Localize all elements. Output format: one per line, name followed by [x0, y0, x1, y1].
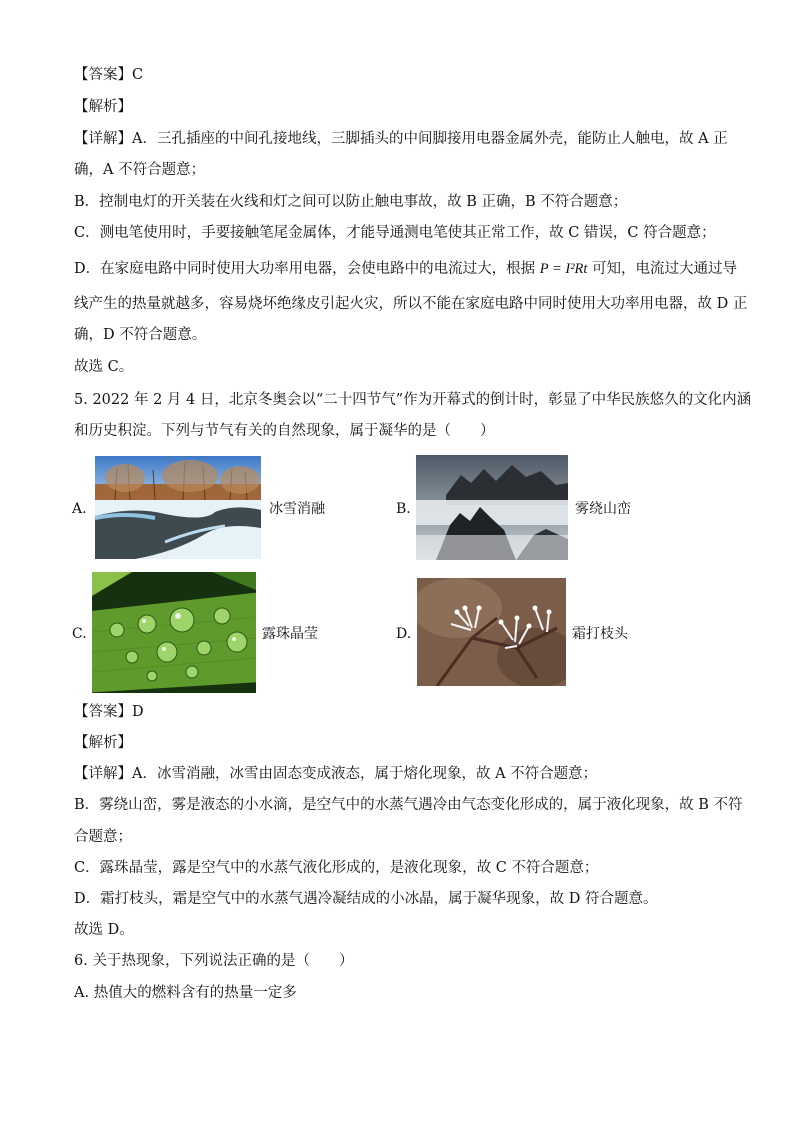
choose-q5: 故选 D。	[74, 922, 134, 938]
option-b-letter: B.	[396, 501, 411, 517]
detail-q4-d-post: 可知，电流过大通过导	[592, 261, 738, 277]
answer-label-q5: 【答案】D	[74, 704, 144, 720]
question-5-stem-line2: 和历史积淀。下列与节气有关的自然现象，属于凝华的是（ ）	[74, 423, 495, 439]
detail-q4-d-line1	[74, 259, 737, 279]
detail-q4-d-line3: 确，D 不符合题意。	[74, 327, 207, 343]
foggy-mountains-image	[416, 455, 568, 560]
detail-q4-c: C．测电笔使用时，手要接触笔尾金属体，才能导通测电笔使其正常工作，故 C 错误，C 符合题意；	[74, 225, 716, 241]
choose-q4: 故选 C。	[74, 359, 134, 375]
detail-q5-b-line1: B．雾绕山峦，雾是液态的小水滴，是空气中的水蒸气遇冷由气态变化形成的，属于液化现象，故 B 不符	[74, 797, 743, 813]
detail-q5-a: 【详解】A．冰雪消融，冰雪由固态变成液态，属于熔化现象，故 A 不符合题意；	[74, 766, 598, 782]
detail-q5-c: C．露珠晶莹，露是空气中的水蒸气液化形成的，是液化现象，故 C 不符合题意；	[74, 860, 599, 876]
joule-formula: P = I²Rt	[539, 261, 588, 277]
detail-q4-d-pre: D．在家庭电路中同时使用大功率用电器，会使电路中的电流过大，根据	[74, 261, 536, 277]
detail-q4-b: B．控制电灯的开关装在火线和灯之间可以防止触电事故，故 B 正确，B 不符合题意；	[74, 194, 628, 210]
analysis-label-q5: 【解析】	[74, 735, 132, 751]
detail-q5-b-line2: 合题意；	[74, 829, 132, 845]
melting-snow-image	[95, 456, 261, 559]
option-b-caption: 雾绕山峦	[575, 501, 631, 517]
question-6-stem: 6. 关于热现象，下列说法正确的是（ ）	[74, 953, 354, 969]
detail-q5-d: D．霜打枝头，霜是空气中的水蒸气遇冷凝结成的小冰晶，属于凝华现象，故 D 符合题意。	[74, 891, 658, 907]
question-6-option-a: A. 热值大的燃料含有的热量一定多	[74, 985, 297, 1001]
option-a-caption: 冰雪消融	[269, 501, 325, 517]
option-a-letter: A.	[72, 501, 87, 517]
answer-label-q4: 【答案】C	[74, 67, 144, 83]
dew-drops-image	[92, 572, 256, 693]
question-5-stem-line1: 5. 2022 年 2 月 4 日，北京冬奥会以“二十四节气”作为开幕式的倒计时，彰显了中华民族悠久的文化内涵	[74, 392, 752, 408]
option-c-caption: 露珠晶莹	[262, 626, 318, 642]
detail-q4-line2: 确，A 不符合题意；	[74, 162, 206, 178]
option-d-caption: 霜打枝头	[572, 626, 628, 642]
frosted-branch-image	[417, 578, 566, 686]
option-c-letter: C.	[72, 626, 87, 642]
detail-q4-line1: 【详解】A．三孔插座的中间孔接地线，三脚插头的中间脚接用电器金属外壳，能防止人触电，故 A 正	[74, 131, 728, 147]
option-d-letter: D.	[396, 626, 412, 642]
detail-q4-d-line2: 线产生的热量就越多，容易烧坏绝缘皮引起火灾，所以不能在家庭电路中同时使用大功率用电器，故 D 正	[74, 296, 748, 312]
analysis-label-q4: 【解析】	[74, 99, 132, 115]
